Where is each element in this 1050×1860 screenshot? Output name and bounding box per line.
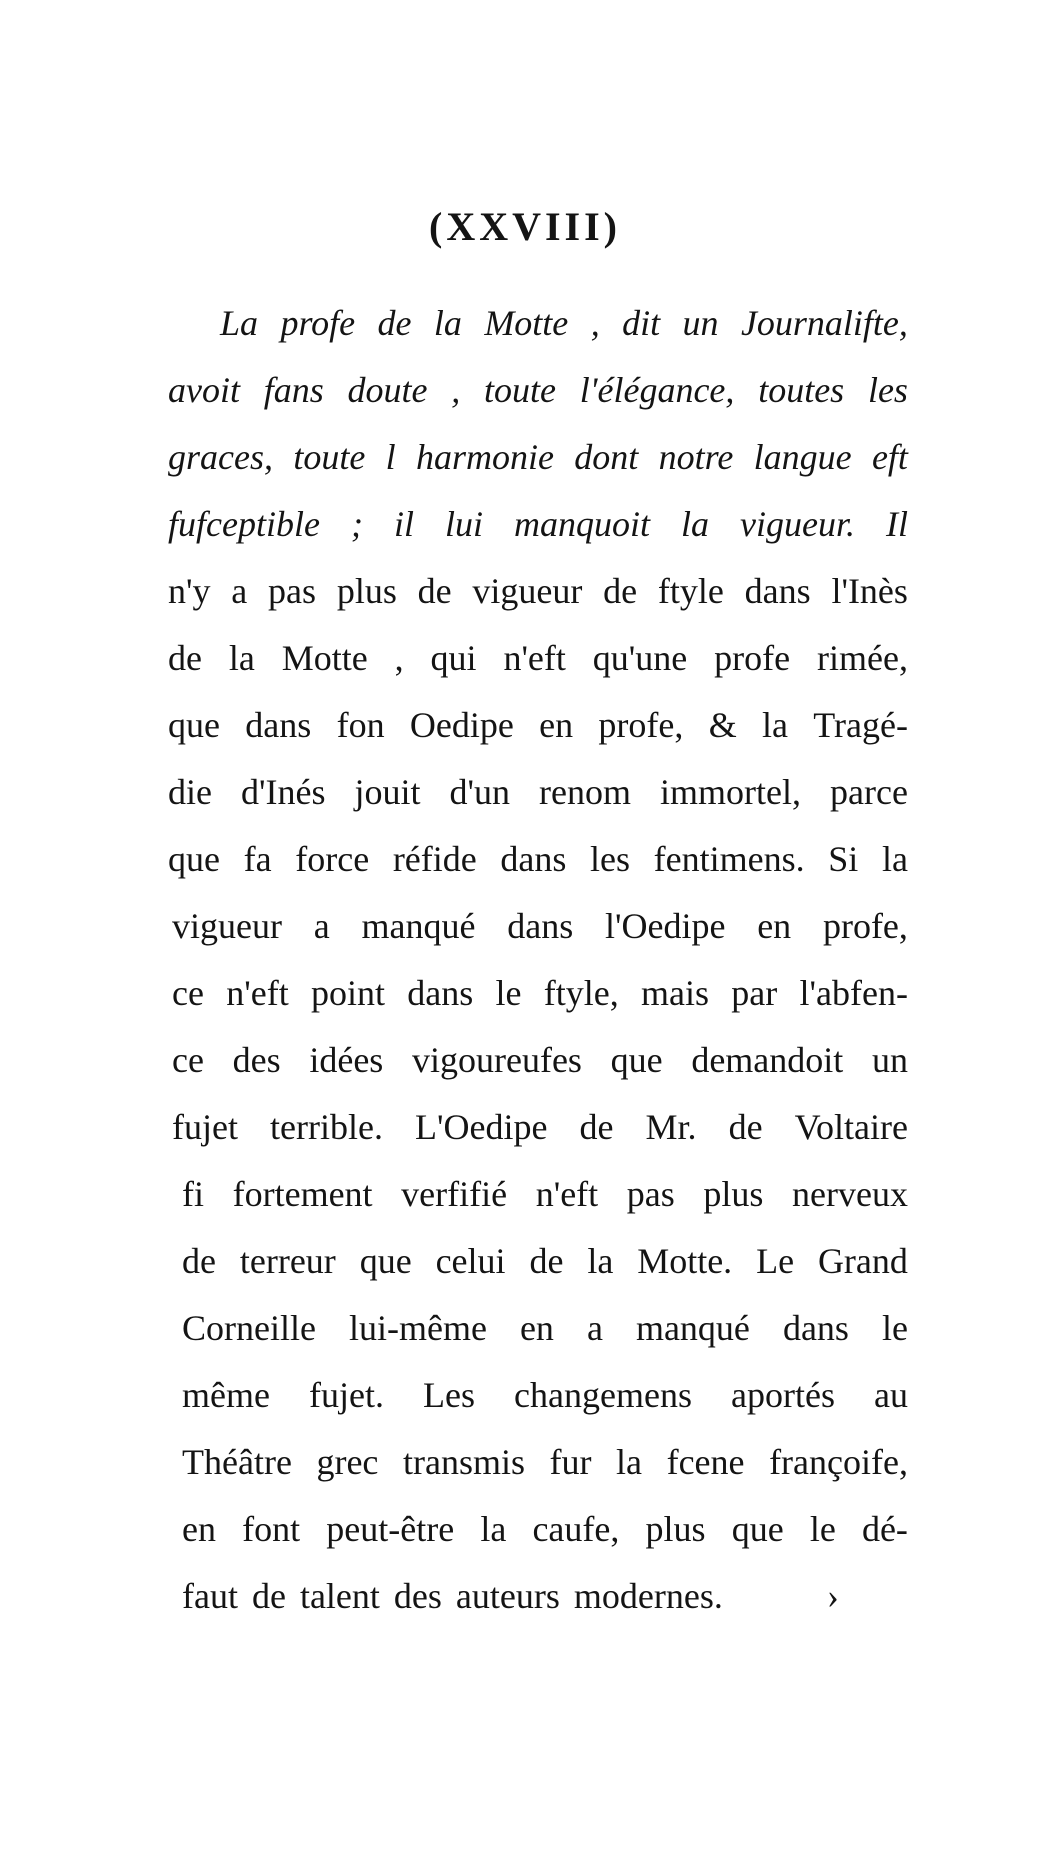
word: manqué — [361, 906, 476, 946]
word: ftyle, — [543, 973, 619, 1013]
trailing-mark: › — [826, 1576, 839, 1616]
word: & — [708, 705, 737, 745]
word: la — [762, 705, 788, 745]
word: dans — [507, 906, 574, 946]
word: terreur — [239, 1241, 336, 1281]
word: verfifié — [401, 1174, 508, 1214]
text-line — [168, 1563, 908, 1630]
word: fi — [182, 1174, 204, 1214]
word: profe — [714, 638, 791, 678]
word: Journalifte, — [740, 303, 908, 343]
word: de — [377, 303, 412, 343]
word: de — [417, 571, 452, 611]
text-line — [168, 759, 908, 826]
word: de — [251, 1576, 286, 1616]
word: la — [433, 303, 462, 343]
word: toutes — [758, 370, 845, 410]
word: doute — [347, 370, 428, 410]
word: transmis — [402, 1442, 525, 1482]
page-number-header: (XXVIII) — [429, 204, 621, 249]
word: que — [610, 1040, 663, 1080]
word: dont — [574, 437, 639, 477]
text-line — [168, 558, 908, 625]
word: a — [231, 571, 248, 611]
word: lui — [444, 504, 483, 544]
text-line — [168, 1496, 908, 1563]
word: pas — [268, 571, 317, 611]
word: la — [228, 638, 255, 678]
word: peut-être — [326, 1509, 455, 1549]
word: plus — [336, 571, 397, 611]
word: avoit — [168, 370, 240, 410]
word: fufceptible — [168, 504, 320, 544]
word: de — [603, 571, 638, 611]
word: langue — [753, 437, 852, 477]
word: le — [495, 973, 522, 1013]
word: die — [168, 772, 212, 812]
word: dans — [407, 973, 474, 1013]
text-line — [168, 960, 908, 1027]
word: Corneille — [182, 1308, 316, 1348]
word: harmonie — [415, 437, 554, 477]
word: notre — [658, 437, 734, 477]
word: fujet. — [309, 1375, 384, 1415]
word: Motte — [484, 303, 569, 343]
word: Tragé- — [813, 705, 908, 745]
word: dans — [744, 571, 811, 611]
word: idées — [309, 1040, 384, 1080]
word: mais — [641, 973, 710, 1013]
word: toute — [484, 370, 557, 410]
word: de — [579, 1107, 614, 1147]
text-line — [168, 1362, 908, 1429]
word: vigoureufes — [412, 1040, 582, 1080]
word: Le — [756, 1241, 795, 1281]
word: font — [242, 1509, 301, 1549]
word: l'abfen- — [799, 973, 908, 1013]
word: de — [529, 1241, 564, 1281]
word: Motte. — [637, 1241, 733, 1281]
word: que — [168, 839, 220, 879]
word: dans — [245, 705, 312, 745]
text-line — [168, 1228, 908, 1295]
word: un — [682, 303, 719, 343]
text-line — [168, 625, 908, 692]
word: Grand — [817, 1241, 908, 1281]
word: la — [480, 1509, 507, 1549]
word: force — [295, 839, 370, 879]
word: que — [359, 1241, 412, 1281]
word: profe — [280, 303, 356, 343]
word: que — [731, 1509, 784, 1549]
word: vigueur — [172, 906, 282, 946]
word: vigueur. — [740, 504, 855, 544]
word: dans — [500, 839, 567, 879]
word: des — [232, 1040, 281, 1080]
word: changemens — [514, 1375, 692, 1415]
word: fcene — [666, 1442, 745, 1482]
text-line — [168, 1027, 908, 1094]
word: immortel, — [660, 772, 801, 812]
word: toute — [293, 437, 366, 477]
text-line — [168, 692, 908, 759]
word: il — [393, 504, 414, 544]
word: , — [451, 370, 461, 410]
word: fortement — [232, 1174, 373, 1214]
word: en — [182, 1509, 216, 1549]
text-line — [168, 1295, 908, 1362]
word: ce — [172, 973, 204, 1013]
text-line — [168, 826, 908, 893]
word: manquoit — [513, 504, 650, 544]
word: d'Inés — [241, 772, 326, 812]
word: de — [168, 638, 202, 678]
word: talent — [299, 1576, 380, 1616]
word: jouit — [354, 772, 421, 812]
word: en — [539, 705, 574, 745]
word: fur — [549, 1442, 592, 1482]
word: même — [182, 1375, 270, 1415]
word: Voltaire — [794, 1107, 908, 1147]
word: n'y — [168, 571, 211, 611]
word: terrible. — [270, 1107, 383, 1147]
word: , — [394, 638, 404, 678]
word: de — [182, 1241, 216, 1281]
text-line — [168, 290, 908, 357]
word: que — [168, 705, 220, 745]
text-line — [168, 893, 908, 960]
word: auteurs — [455, 1576, 560, 1616]
word: La — [220, 303, 259, 343]
word: la — [881, 839, 908, 879]
word: ce — [172, 1040, 204, 1080]
word: parce — [830, 772, 908, 812]
word: a — [586, 1308, 603, 1348]
word: lui-même — [348, 1308, 487, 1348]
word: rimée, — [817, 638, 908, 678]
word: caufe, — [532, 1509, 620, 1549]
word: l — [385, 437, 396, 477]
word: un — [871, 1040, 908, 1080]
word: eft — [871, 437, 908, 477]
word: a — [313, 906, 330, 946]
text-line — [168, 1094, 908, 1161]
word: profe, — [598, 705, 684, 745]
word: Si — [828, 839, 859, 879]
word: l'Inès — [831, 571, 908, 611]
word: Théâtre — [182, 1442, 292, 1482]
word: la — [616, 1442, 643, 1482]
word: des — [393, 1576, 442, 1616]
word: l'Oedipe — [604, 906, 726, 946]
word: dé- — [861, 1509, 908, 1549]
word: Oedipe — [409, 705, 514, 745]
word: Mr. — [645, 1107, 697, 1147]
word: la — [681, 504, 710, 544]
word: fentimens. — [653, 839, 805, 879]
word: ftyle — [657, 571, 724, 611]
word: ; — [350, 504, 363, 544]
word: Motte — [281, 638, 368, 678]
word: en — [519, 1308, 554, 1348]
word: n'eft — [226, 973, 289, 1013]
word: Il — [886, 504, 908, 544]
text-line — [168, 424, 908, 491]
word: qui — [430, 638, 477, 678]
word: de — [728, 1107, 763, 1147]
word: françoife, — [769, 1442, 908, 1482]
body-text — [168, 290, 908, 1630]
text-line — [168, 1429, 908, 1496]
word: L'Oedipe — [415, 1107, 548, 1147]
word: aportés — [731, 1375, 835, 1415]
word: n'eft — [535, 1174, 599, 1214]
word: dit — [622, 303, 661, 343]
word: par — [731, 973, 778, 1013]
word: les — [867, 370, 908, 410]
word: qu'une — [592, 638, 688, 678]
word: plus — [645, 1509, 706, 1549]
word: l'élégance, — [579, 370, 735, 410]
word: dans — [782, 1308, 849, 1348]
word: fujet — [172, 1107, 238, 1147]
word: nerveux — [792, 1174, 908, 1214]
word: Les — [423, 1375, 475, 1415]
word: les — [590, 839, 631, 879]
word: le — [881, 1308, 908, 1348]
word: fon — [336, 705, 385, 745]
word: faut — [182, 1576, 238, 1616]
word: vigueur — [472, 571, 583, 611]
word: pas — [626, 1174, 675, 1214]
word: modernes. — [573, 1576, 723, 1616]
text-line — [168, 491, 908, 558]
word: profe, — [822, 906, 908, 946]
word: fa — [243, 839, 272, 879]
word: celui — [435, 1241, 506, 1281]
word: demandoit — [691, 1040, 844, 1080]
word: le — [809, 1509, 836, 1549]
text-line — [168, 1161, 908, 1228]
word: fans — [263, 370, 324, 410]
word: graces, — [168, 437, 273, 477]
word: d'un — [449, 772, 511, 812]
word: la — [587, 1241, 614, 1281]
word: , — [590, 303, 600, 343]
word: n'eft — [503, 638, 566, 678]
word: manqué — [635, 1308, 750, 1348]
text-line — [168, 357, 908, 424]
word: en — [757, 906, 792, 946]
word: au — [874, 1375, 908, 1415]
word: point — [310, 973, 385, 1013]
word: renom — [539, 772, 631, 812]
word: plus — [703, 1174, 764, 1214]
word: réfide — [392, 839, 477, 879]
word: grec — [316, 1442, 379, 1482]
